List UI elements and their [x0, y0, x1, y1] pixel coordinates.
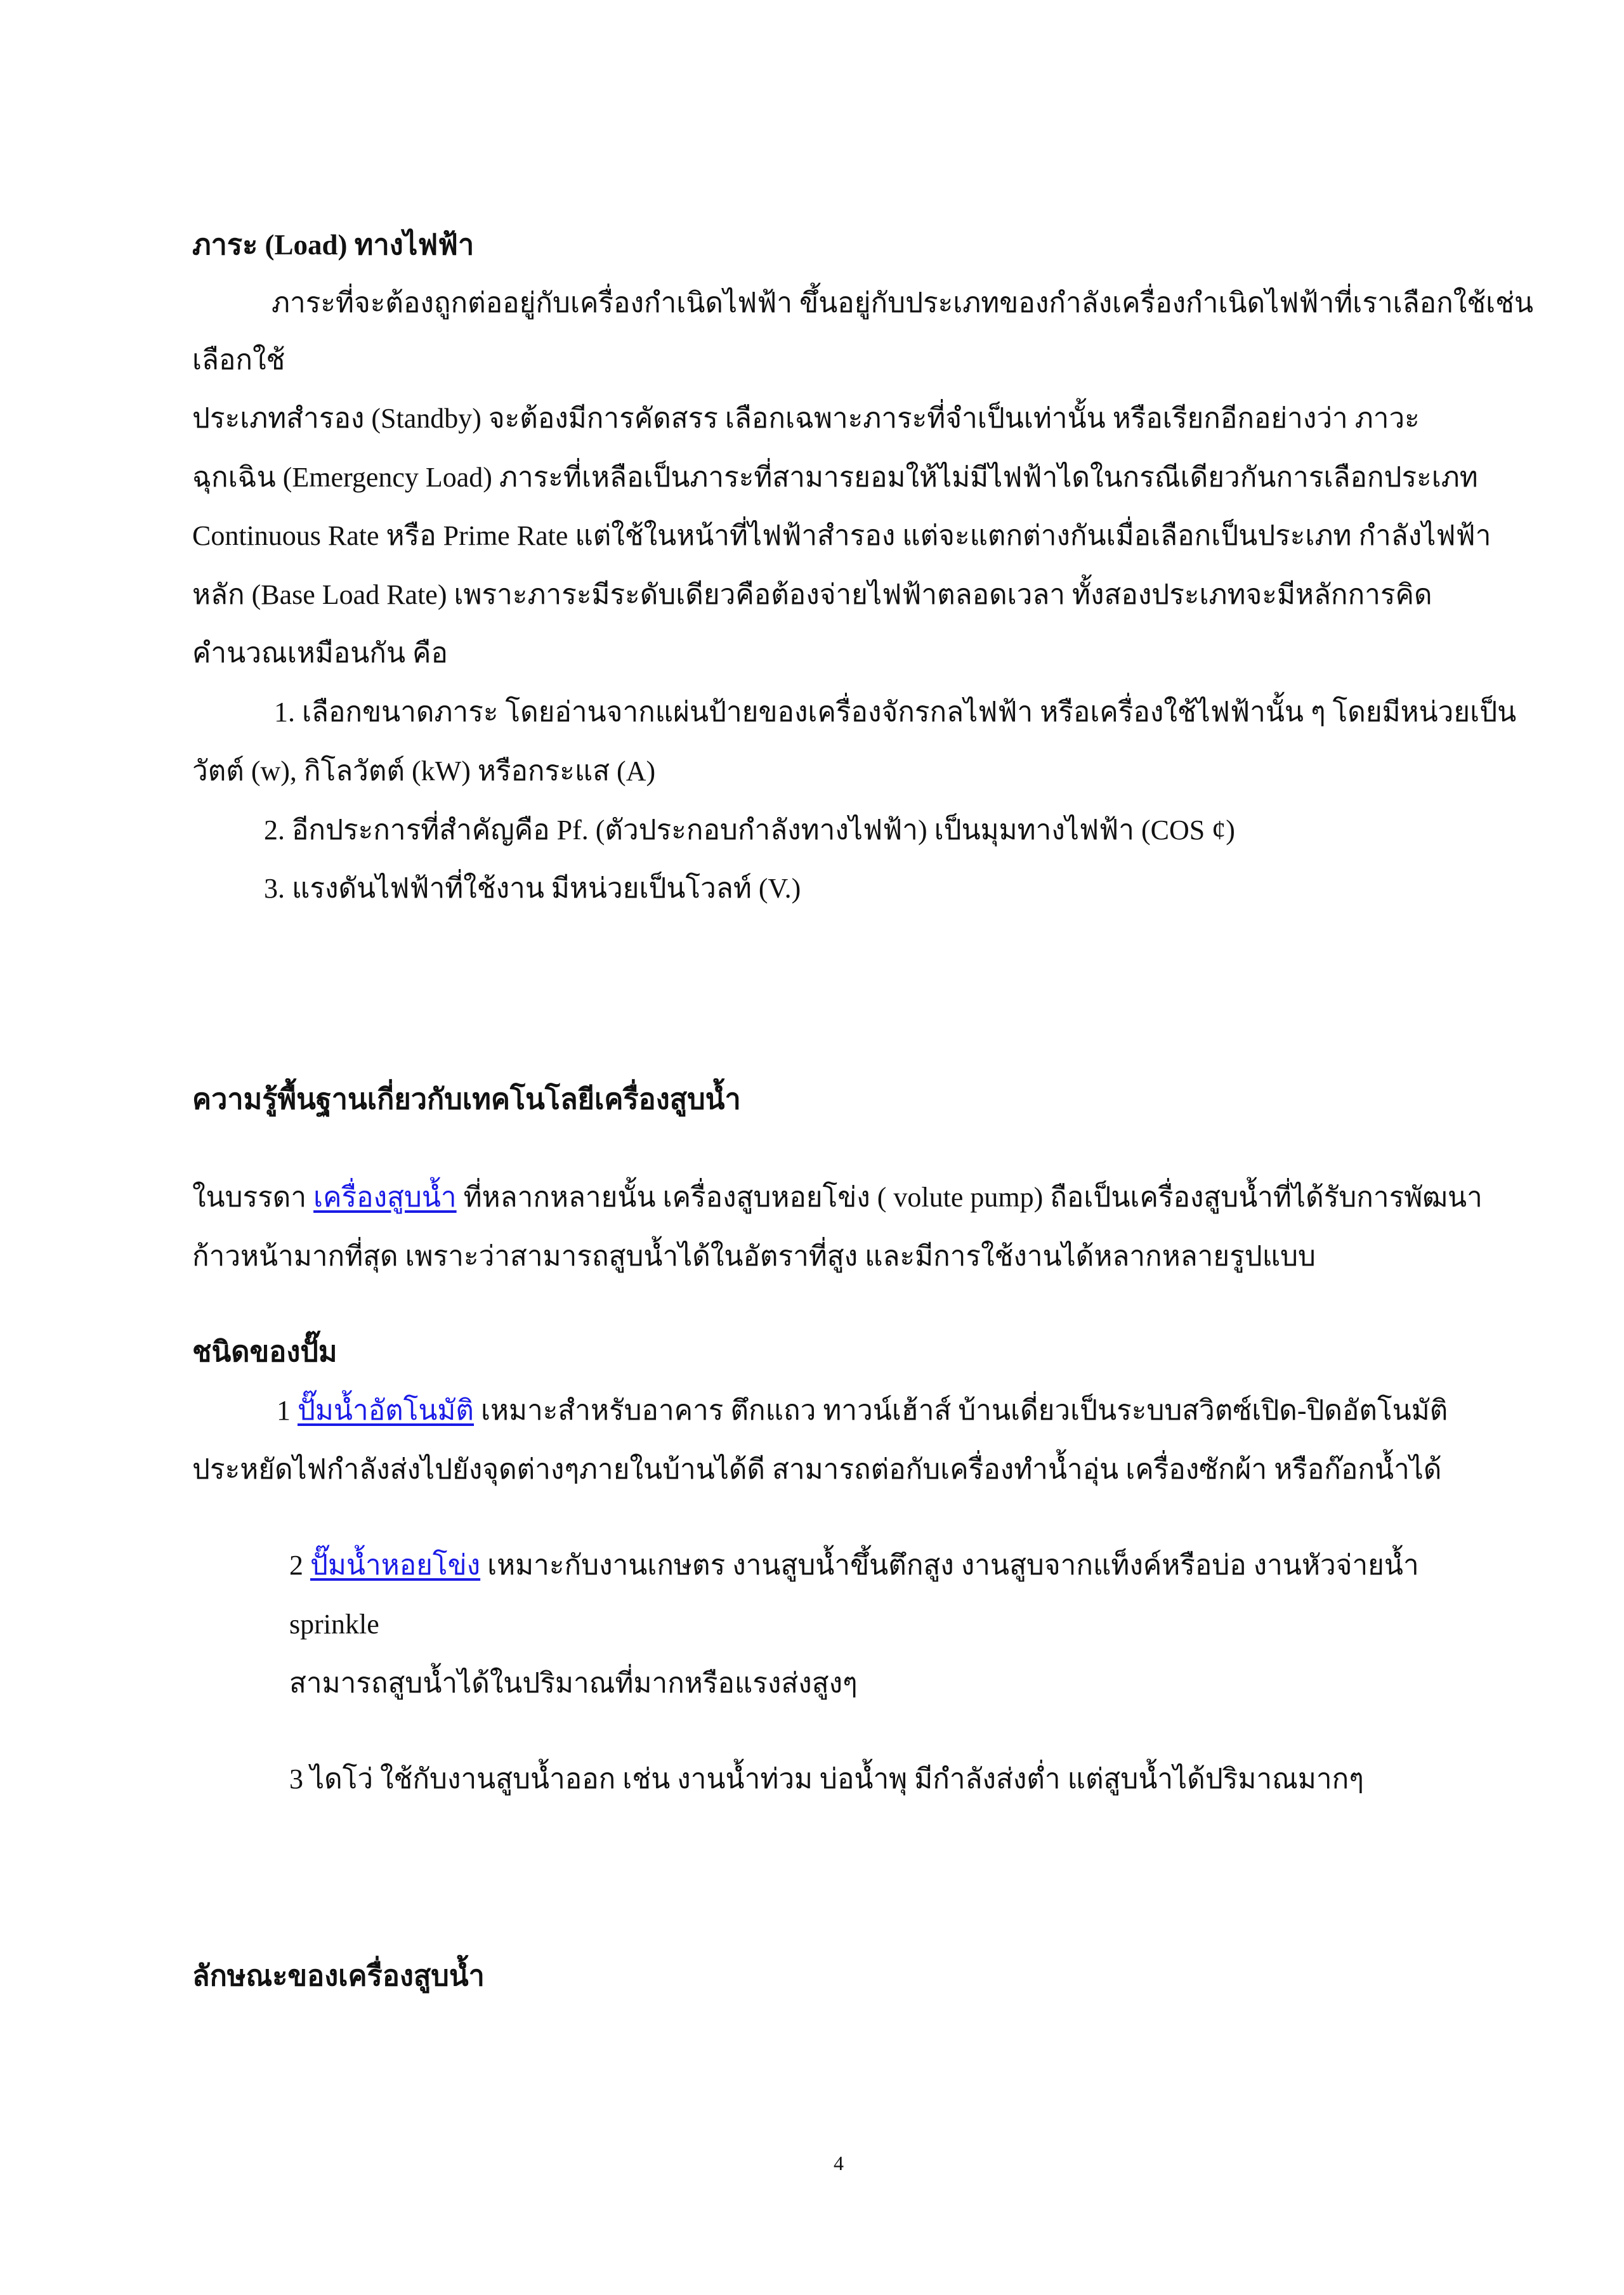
list-item: 3 ไดโว่ ใช้กับงานสูบน้ำออก เช่น งานน้ำท่วม บ่อน้ำพุ มีกำลังส่งต่ำ แต่สูบน้ำได้ปริมาณมากๆ [289, 1763, 1364, 1795]
paragraph-text: ที่หลากหลายนั้น เครื่องสูบหอยโข่ง ( volute pump) ถือเป็นเครื่องสูบน้ำที่ได้รับการพัฒนา [456, 1182, 1483, 1213]
section-heading-pump-types: ชนิดของปั๊ม [192, 1336, 337, 1368]
list-text: เหมาะสำหรับอาคาร ตึกแถว ทาวน์เฮ้าส์ บ้านเดี่ยวเป็นระบบสวิตซ์เปิด-ปิดอัตโนมัติ [474, 1395, 1448, 1426]
section-heading-pump-tech: ความรู้พื้นฐานเกี่ยวกับเทคโนโลยีเครื่องสูบน้ำ [192, 1083, 741, 1115]
list-item-continuation: สามารถสูบน้ำได้ในปริมาณที่มากหรือแรงส่งสูงๆ [289, 1668, 858, 1699]
paragraph-line: Continuous Rate หรือ Prime Rate แต่ใช้ในหน้าที่ไฟฟ้าสำรอง แต่จะแตกต่างกันเมื่อเลือกเป็นประเภท กำลังไฟฟ้า [192, 520, 1491, 551]
page-number: 4 [834, 2152, 844, 2174]
list-item: 1. เลือกขนาดภาระ โดยอ่านจากแผ่นป้ายของเครื่องจักรกลไฟฟ้า หรือเครื่องใช้ไฟฟ้านั้น ๆ โดยมีหน่วยเป็น [274, 696, 1517, 728]
link-volute-pump[interactable]: ปั๊มน้ำหอยโข่ง [310, 1550, 481, 1581]
paragraph-line: เลือกใช้ [192, 344, 285, 376]
paragraph-line: ฉุกเฉิน (Emergency Load) ภาระที่เหลือเป็นภาระที่สามารยอมให้ไม่มีไฟฟ้าไดในกรณีเดียวกันการเลือกประเภท [192, 462, 1478, 493]
paragraph-line: หลัก (Base Load Rate) เพราะภาระมีระดับเดียวคือต้องจ่ายไฟฟ้าตลอดเวลา ทั้งสองประเภทจะมีหลักการคิด [192, 579, 1432, 610]
list-item: 3. แรงดันไฟฟ้าที่ใช้งาน มีหน่วยเป็นโวลท์ (V.) [264, 873, 801, 904]
list-item-continuation: sprinkle [289, 1609, 379, 1640]
paragraph-line: ภาระที่จะต้องถูกต่ออยู่กับเครื่องกำเนิดไฟฟ้า ขึ้นอยู่กับประเภทของกำลังเครื่องกำเนิดไฟฟ้าที่เราเลือกใช้เช่น [272, 287, 1534, 318]
paragraph-line: ประเภทสำรอง (Standby) จะต้องมีการคัดสรร เลือกเฉพาะภาระที่จำเป็นเท่านั้น หรือเรียกอีกอย่างว่า ภาวะ [192, 403, 1420, 434]
link-automatic-pump[interactable]: ปั๊มน้ำอัตโนมัติ [298, 1395, 475, 1426]
paragraph-line: คำนวณเหมือนกัน คือ [192, 638, 448, 669]
list-number: 1 [277, 1395, 291, 1426]
paragraph-line: ก้าวหน้ามากที่สุด เพราะว่าสามารถสูบน้ำได้ในอัตราที่สูง และมีการใช้งานได้หลากหลายรูปแบบ [192, 1241, 1316, 1272]
list-item: 2. อีกประการที่สำคัญคือ Pf. (ตัวประกอบกำลังทางไฟฟ้า) เป็นมุมทางไฟฟ้า (COS ¢) [264, 814, 1235, 846]
paragraph-text: ในบรรดา [192, 1182, 307, 1213]
list-text: เหมาะกับงานเกษตร งานสูบน้ำขึ้นตึกสูง งานสูบจากแท็งค์หรือบ่อ งานหัวจ่ายน้ำ [480, 1550, 1419, 1581]
list-item [289, 1548, 1419, 1583]
section-heading-load: ภาระ (Load) ทางไฟฟ้า [192, 229, 475, 261]
list-item-continuation: ประหยัดไฟกำลังส่งไปยังจุดต่างๆภายในบ้านได้ดี สามารถต่อกับเครื่องทำน้ำอุ่น เครื่องซักผ้า หรือก๊อกน้ำได้ [192, 1454, 1442, 1485]
list-number: 2 [289, 1550, 303, 1581]
link-water-pump[interactable]: เครื่องสูบน้ำ [313, 1182, 457, 1213]
section-heading-pump-characteristics: ลักษณะของเครื่องสูบน้ำ [192, 1960, 485, 1992]
list-item [277, 1393, 1448, 1429]
paragraph-line [192, 1180, 1483, 1215]
list-item-continuation: วัตต์ (w), กิโลวัตต์ (kW) หรือกระแส (A) [192, 755, 656, 787]
